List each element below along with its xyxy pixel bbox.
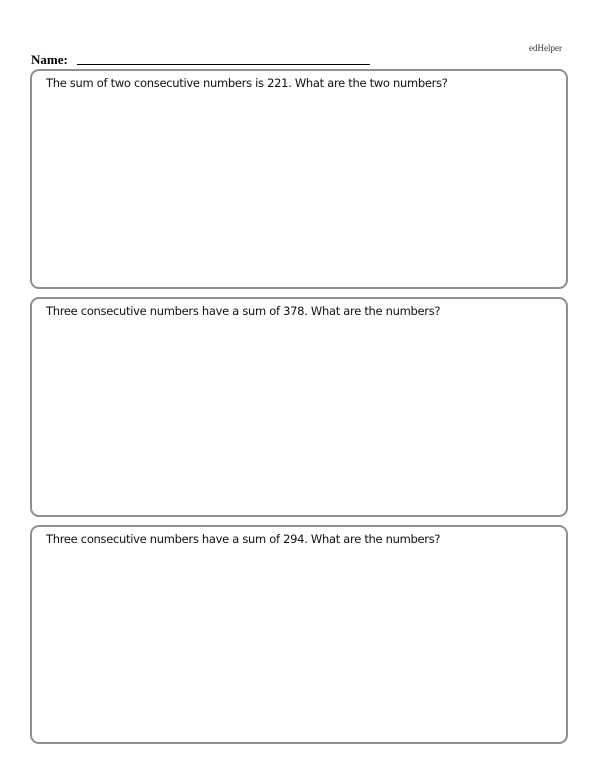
brand-label: edHelper [529, 43, 562, 53]
question-text-1: The sum of two consecutive numbers is 221. What are the two numbers? [46, 76, 448, 90]
name-answer-line[interactable] [77, 63, 370, 65]
name-label: Name: [31, 52, 68, 67]
question-box-2[interactable] [30, 297, 568, 517]
question-box-3[interactable] [30, 525, 568, 744]
question-text-2: Three consecutive numbers have a sum of 378. What are the numbers? [46, 304, 441, 318]
name-row [31, 53, 370, 67]
question-box-1[interactable] [30, 69, 568, 289]
question-text-3: Three consecutive numbers have a sum of 294. What are the numbers? [46, 532, 441, 546]
